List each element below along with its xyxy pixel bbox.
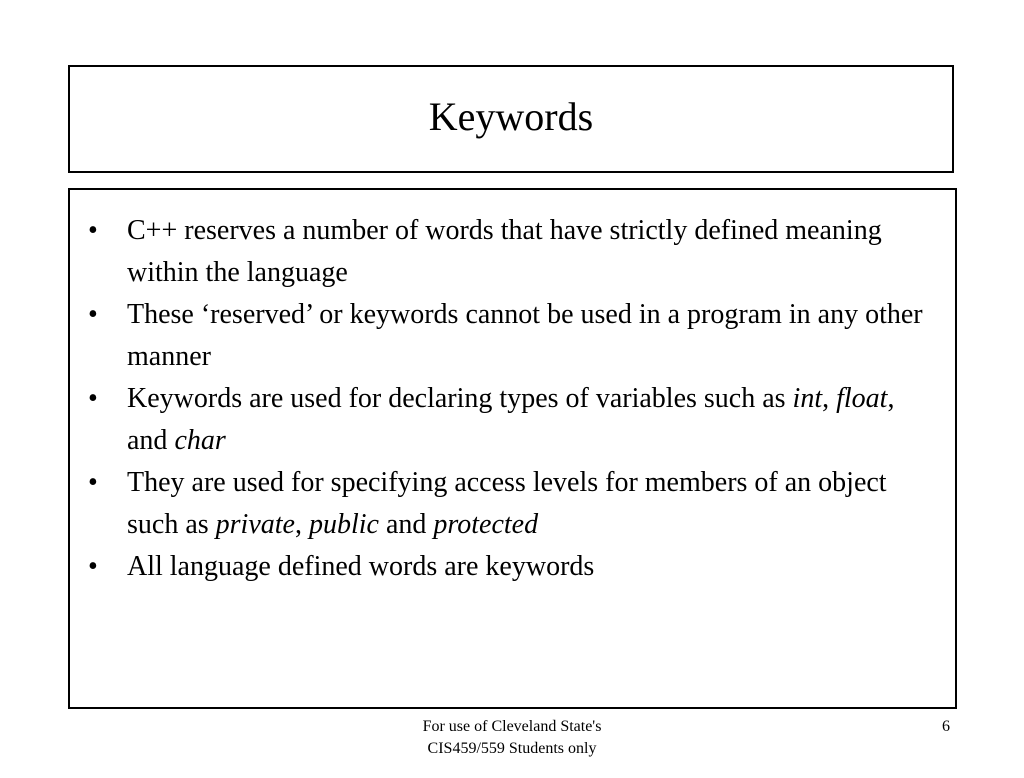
bullet-keyword: char [174, 425, 226, 456]
bullet-icon: • [88, 551, 98, 582]
bullet-text: These ‘reserved’ or keywords cannot be used in a program in any other manner [127, 299, 923, 372]
bullet-item [88, 462, 928, 546]
bullet-text: Keywords are used for declaring types of variables such as [127, 383, 793, 414]
bullet-text: They are used for specifying access levels for members of an object such as [127, 467, 887, 540]
bullet-text: , and [127, 383, 895, 456]
bullet-text: All language defined words are keywords [127, 551, 595, 582]
content-box [68, 188, 957, 709]
bullet-keyword: private [215, 509, 295, 540]
bullet-text: C++ reserves a number of words that have strictly defined meaning within the language [127, 215, 882, 288]
bullet-item [88, 378, 928, 462]
bullet-item [88, 546, 928, 588]
bullet-icon: • [88, 299, 98, 330]
bullet-keyword: protected [433, 509, 539, 540]
bullet-item [88, 294, 928, 378]
slide-title: Keywords [428, 94, 594, 139]
bullet-text: , [822, 383, 837, 414]
bullet-icon: • [88, 383, 98, 414]
bullet-icon: • [88, 467, 98, 498]
bullet-keyword: float [836, 383, 888, 414]
title-box [68, 65, 954, 173]
footer-line-1: For use of Cleveland State's [422, 718, 602, 735]
footer-line-2: CIS459/559 Students only [427, 740, 597, 757]
footer-text [350, 716, 674, 760]
page-number: 6 [942, 718, 950, 735]
bullet-keyword: public [308, 509, 379, 540]
bullet-text: , [294, 509, 309, 540]
bullet-icon: • [88, 215, 98, 246]
bullet-keyword: int [792, 383, 823, 414]
bullet-item [88, 210, 928, 294]
bullet-list [88, 210, 928, 588]
bullet-text: and [378, 509, 434, 540]
